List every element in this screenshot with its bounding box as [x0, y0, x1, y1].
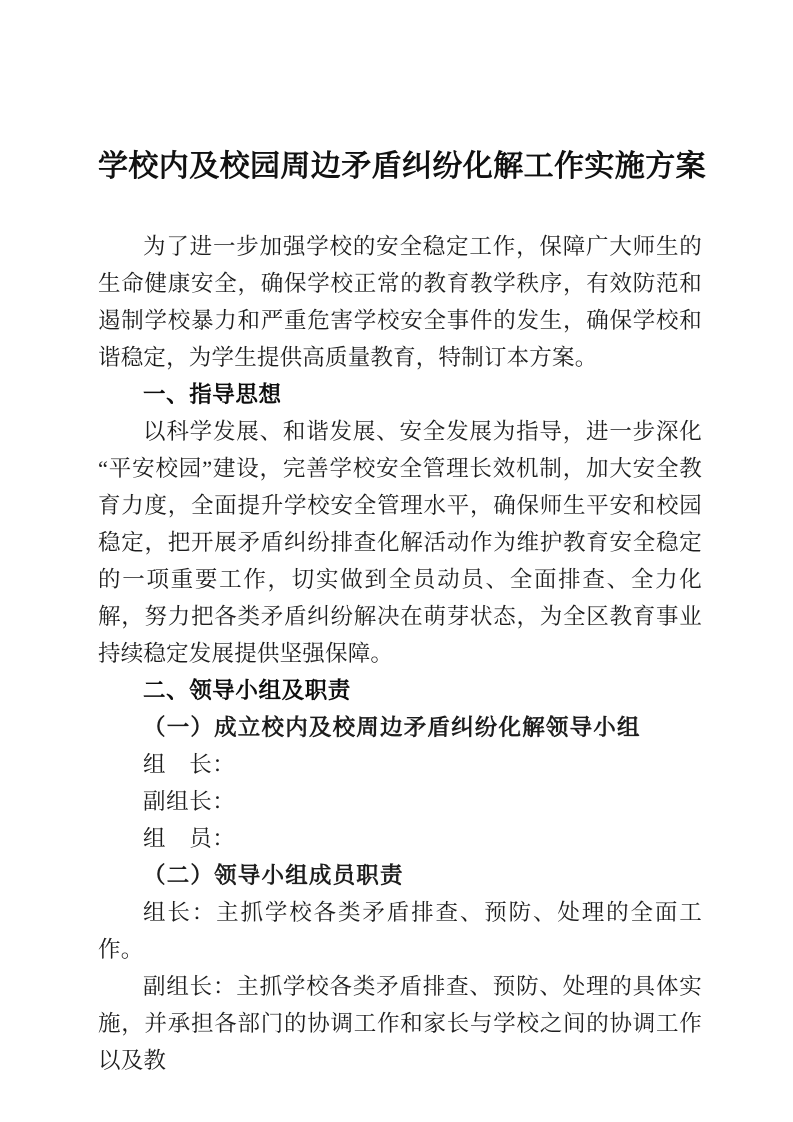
roster-item-group-leader: 组 长： — [143, 752, 236, 777]
document-body — [98, 228, 702, 1079]
section-heading-guiding-thought: 一、指导思想 — [143, 382, 282, 407]
section-heading-leadership-group: 二、领导小组及职责 — [143, 678, 351, 703]
duty-deputy-leader: 副组长：主抓学校各类矛盾排查、预防、处理的具体实施，并承担各部门的协调工作和家长与学校之间的协调工作以及教 — [98, 974, 702, 1073]
intro-paragraph: 为了进一步加强学校的安全稳定工作，保障广大师生的生命健康安全，确保学校正常的教育教学秩序，有效防范和遏制学校暴力和严重危害学校安全事件的发生，确保学校和谐稳定，为学生提供高质量教育，特制订本方案。 — [98, 234, 702, 370]
duty-group-leader: 组长：主抓学校各类矛盾排查、预防、处理的全面工作。 — [98, 900, 702, 962]
subsection-title-member-duties: （二）领导小组成员职责 — [143, 863, 404, 888]
roster-item-members: 组 员： — [143, 826, 236, 851]
subsection-title-establish-group: （一）成立校内及校周边矛盾纠纷化解领导小组 — [143, 715, 641, 740]
page-title: 学校内及校园周边矛盾纠纷化解工作实施方案 — [98, 150, 706, 183]
section-paragraph-guiding-thought: 以科学发展、和谐发展、安全发展为指导，进一步深化“平安校园”建设，完善学校安全管理长效机制，加大安全教育力度，全面提升学校安全管理水平，确保师生平安和校园稳定，把开展矛盾纠纷排查化解活动作为维护教育安全稳定的一项重要工作，切实做到全员动员、全面排查、全力化解，努力把各类矛盾纠纷解决在萌芽状态，为全区教育事业持续稳定发展提供坚强保障。 — [98, 419, 702, 666]
roster-item-deputy-leader: 副组长： — [143, 789, 236, 814]
